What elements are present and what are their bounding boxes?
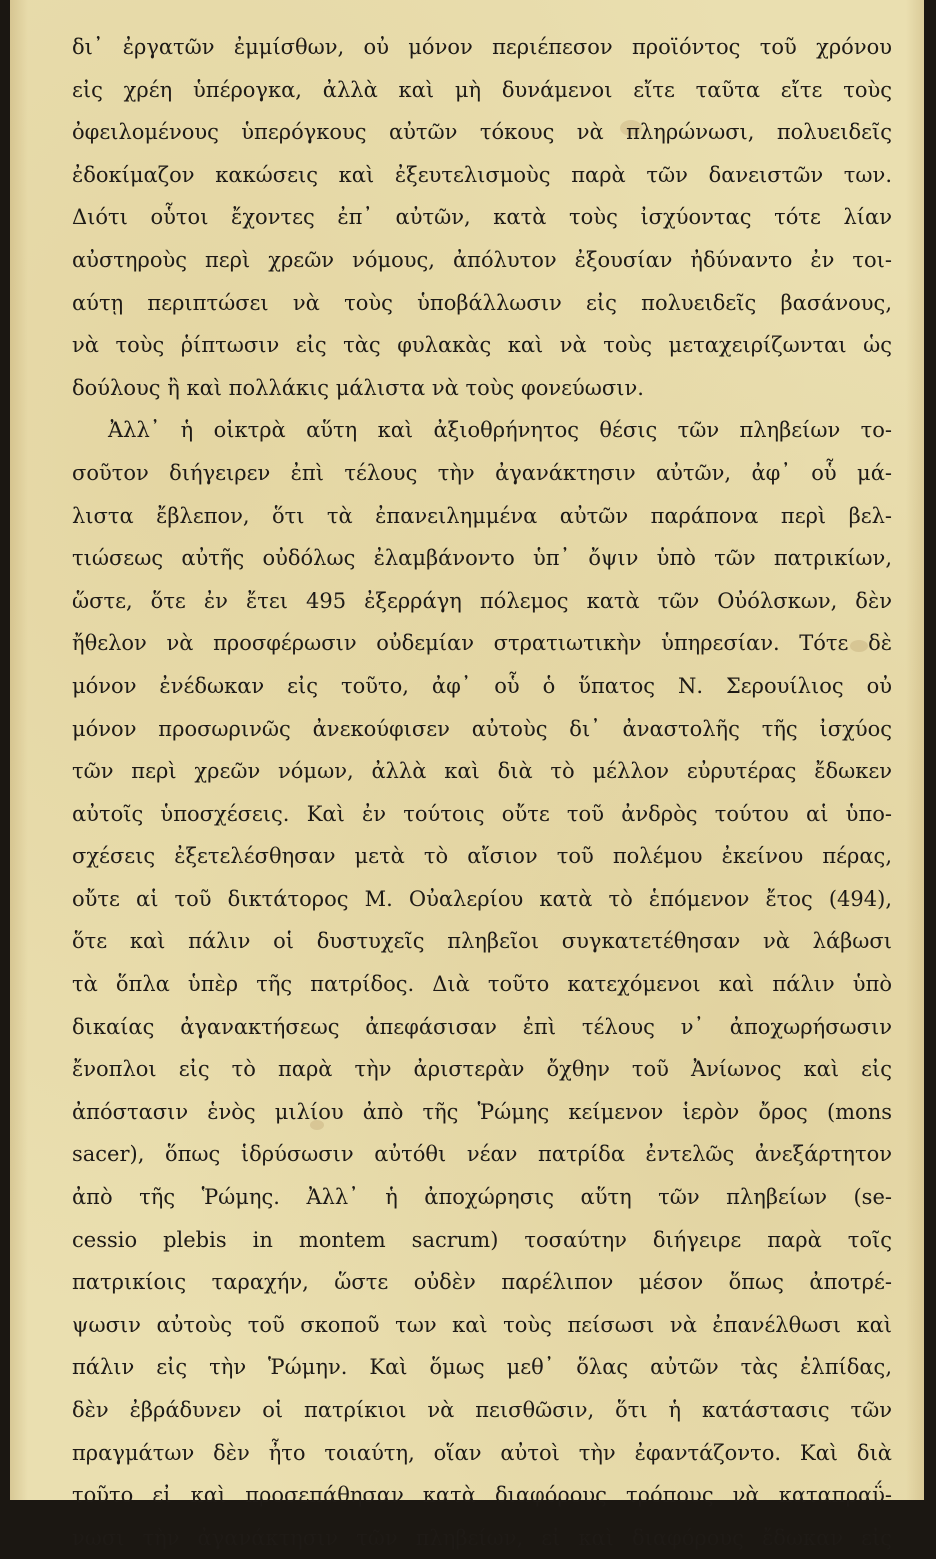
- body-text: [72, 26, 892, 1559]
- text-line: δικαίας ἀγανακτήσεως ἀπεφάσισαν ἐπὶ τέλους ν᾽ ἀποχωρήσωσιν: [72, 1014, 892, 1039]
- text-line: τῶν περὶ χρεῶν νόμων, ἀλλὰ καὶ διὰ τὸ μέλλον εὐρυτέρας ἔδωκεν: [72, 759, 892, 784]
- text-line: αὐστηροὺς περὶ χρεῶν νόμους, ἀπόλυτον ἐξουσίαν ἠδύναντο ἐν τοι-: [72, 247, 892, 272]
- text-line: τὰ ὅπλα ὑπὲρ τῆς πατρίδος. Διὰ τοῦτο κατεχόμενοι καὶ πάλιν ὑπὸ: [72, 972, 892, 997]
- text-line: ὥστε, ὅτε ἐν ἔτει 495 ἐξερράγη πόλεμος κατὰ τῶν Οὐόλσκων, δὲν: [72, 588, 892, 613]
- text-line: cessio plebis in montem sacrum) τοσαύτην διήγειρε παρὰ τοῖς: [72, 1227, 892, 1252]
- text-line: sacer), ὅπως ἱδρύσωσιν αὐτόθι νέαν πατρίδα ἐντελῶς ἀνεξάρτητον: [72, 1142, 892, 1167]
- text-line: αὐτοῖς ὑποσχέσεις. Καὶ ἐν τούτοις οὔτε τοῦ ἀνδρὸς τούτου αἱ ὑπο-: [72, 801, 892, 826]
- text-line: ὀφειλομένους ὑπερόγκους αὐτῶν τόκους νὰ πληρώνωσι, πολυειδεῖς: [72, 120, 892, 145]
- text-line: τοῦτο εἰ καὶ προσεπάθησαν κατὰ διαφόρους τρόπους νὰ καταπραΰ-: [72, 1483, 892, 1508]
- text-line: ἔνοπλοι εἰς τὸ παρὰ τὴν ἀριστερὰν ὄχθην τοῦ Ἀνίωνος καὶ εἰς: [72, 1057, 892, 1082]
- paragraph-start-line: Ἀλλ᾽ ἡ οἰκτρὰ αὕτη καὶ ἀξιοθρήνητος θέσις τῶν πληβείων το-: [108, 418, 892, 443]
- text-line: ψωσιν αὐτοὺς τοῦ σκοποῦ των καὶ τοὺς πείσωσι νὰ ἐπανέλθωσι καὶ: [72, 1312, 892, 1337]
- text-line: ἐδοκίμαζον κακώσεις καὶ ἐξευτελισμοὺς παρὰ τῶν δανειστῶν των.: [72, 162, 892, 187]
- text-line: πατρικίοις ταραχήν, ὥστε οὐδὲν παρέλιπον μέσον ὅπως ἀποτρέ-: [72, 1270, 892, 1295]
- text-line: εἰς χρέη ὑπέρογκα, ἀλλὰ καὶ μὴ δυνάμενοι εἴτε ταῦτα εἴτε τοὺς: [72, 77, 892, 102]
- text-line: νωσι τὴν ἀγανάκτησιν τῶν πληβείων, εἰ καὶ διαφόρους ἔδωκαν εἰς: [72, 1525, 892, 1550]
- book-page: [10, 0, 924, 1550]
- text-line: δι᾽ ἐργατῶν ἐμμίσθων, οὐ μόνον περιέπεσον προϊόντος τοῦ χρόνου: [72, 35, 892, 59]
- text-line: ὅτε καὶ πάλιν οἱ δυστυχεῖς πληβεῖοι συγκατετέθησαν νὰ λάβωσι: [72, 929, 892, 954]
- text-line: σχέσεις ἐξετελέσθησαν μετὰ τὸ αἴσιον τοῦ πολέμου ἐκείνου πέρας,: [72, 844, 892, 869]
- text-line: ἀπὸ τῆς Ῥώμης. Ἀλλ᾽ ἡ ἀποχώρησις αὕτη τῶν πληβείων (se-: [72, 1185, 892, 1210]
- text-line: πραγμάτων δὲν ἦτο τοιαύτη, οἵαν αὐτοὶ τὴν ἐφαντάζοντο. Καὶ διὰ: [72, 1440, 892, 1465]
- text-line: ἀπόστασιν ἑνὸς μιλίου ἀπὸ τῆς Ῥώμης κείμενον ἱερὸν ὄρος (mons: [72, 1099, 892, 1124]
- text-line: οὔτε αἱ τοῦ δικτάτορος Μ. Οὐαλερίου κατὰ τὸ ἑπόμενον ἔτος (494),: [72, 886, 892, 911]
- text-line: μόνον προσωρινῶς ἀνεκούφισεν αὐτοὺς δι᾽ ἀναστολῆς τῆς ἰσχύος: [72, 716, 892, 741]
- text-line: νὰ τοὺς ῥίπτωσιν εἰς τὰς φυλακὰς καὶ νὰ τοὺς μεταχειρίζωνται ὡς: [72, 333, 892, 358]
- text-line: μόνον ἐνέδωκαν εἰς τοῦτο, ἀφ᾽ οὗ ὁ ὕπατος Ν. Σερουίλιος οὐ: [72, 673, 892, 698]
- text-line: ἤθελον νὰ προσφέρωσιν οὐδεμίαν στρατιωτικὴν ὑπηρεσίαν. Τότε δὲ: [72, 631, 892, 656]
- text-line: πάλιν εἰς τὴν Ῥώμην. Καὶ ὅμως μεθ᾽ ὅλας αὐτῶν τὰς ἐλπίδας,: [72, 1355, 892, 1380]
- text-line: λιστα ἔβλεπον, ὅτι τὰ ἐπανειλημμένα αὐτῶν παράπονα περὶ βελ-: [72, 503, 892, 528]
- text-line: δούλους ἢ καὶ πολλάκις μάλιστα νὰ τοὺς φονεύωσιν.: [72, 375, 644, 400]
- text-line: σοῦτον διήγειρεν ἐπὶ τέλους τὴν ἀγανάκτησιν αὐτῶν, ἀφ᾽ οὗ μά-: [72, 460, 892, 485]
- text-line: Διότι οὗτοι ἔχοντες ἐπ᾽ αὐτῶν, κατὰ τοὺς ἰσχύοντας τότε λίαν: [72, 205, 892, 230]
- text-line: δὲν ἐβράδυνεν οἱ πατρίκιοι νὰ πεισθῶσιν, ὅτι ἡ κατάστασις τῶν: [72, 1398, 892, 1422]
- text-line: αύτῃ περιπτώσει νὰ τοὺς ὑποβάλλωσιν εἰς πολυειδεῖς βασάνους,: [72, 290, 892, 315]
- text-line: τιώσεως αὐτῆς οὐδόλως ἐλαμβάνοντο ὑπ᾽ ὄψιν ὑπὸ τῶν πατρικίων,: [72, 546, 892, 571]
